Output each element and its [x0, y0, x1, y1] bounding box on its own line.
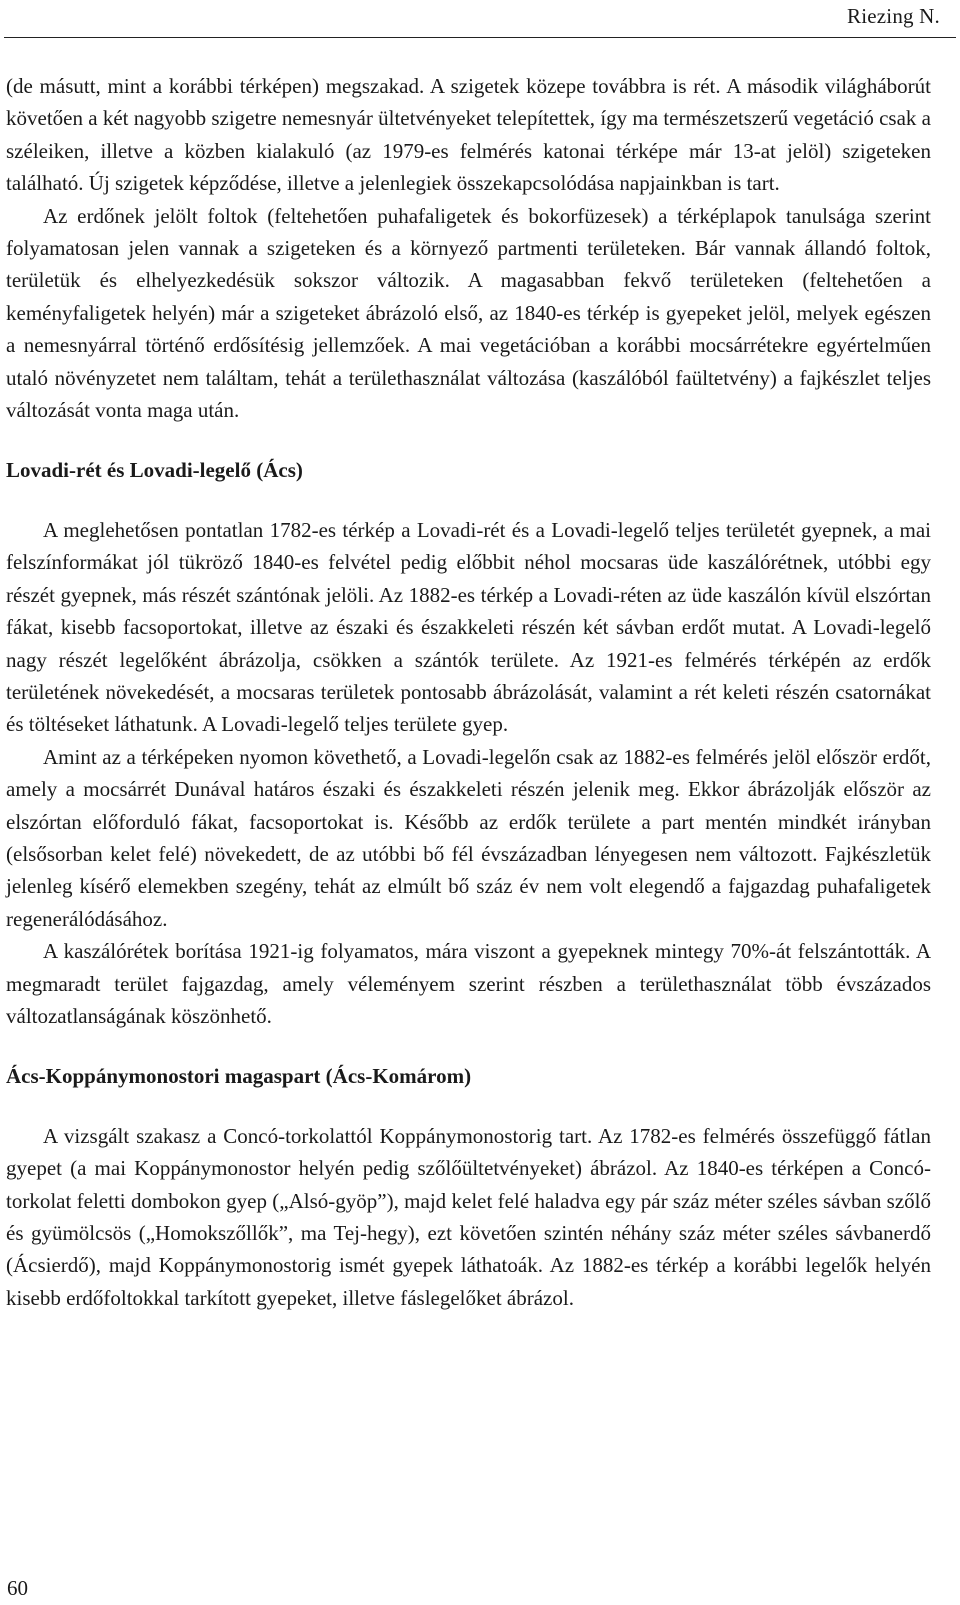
- section-heading: Lovadi-rét és Lovadi-legelő (Ács): [6, 458, 303, 483]
- spacer: [6, 487, 931, 514]
- spacer: [6, 1093, 931, 1120]
- paragraph: A kaszálórétek borítása 1921-ig folyamatos, mára viszont a gyepeknek mintegy 70%-át felszántották. A megmaradt terület fajgazdag, amely véleményem szerint részben a területhasználat több évszázados változatlanságának köszönhető.: [6, 939, 931, 1028]
- paragraph: A vizsgált szakasz a Concó-torkolattól Koppánymonostorig tart. Az 1782-es felmérés összefüggő fátlan gyepet (a mai Koppánymonostor helyén pedig szőlőültetvényeket) ábrázol. Az 1840-es térképen a Concó-torkolat feletti dombokon gyep („Alsó-gyöp”), majd kelet felé haladva egy pár száz méter széles sávban szőlő és gyümölcsös („Homokszőllők”, ma Tej-hegy), ezt követően szintén néhány száz méter széles sávbanerdő (Ácsierdő), majd Koppánymonostorig ismét gyepek láthatoák. Az 1882-es térkép a korábbi legelők helyén kisebb erdőfoltokkal tarkított gyepeket, illetve fáslegelőket ábrázol.: [6, 1123, 931, 1310]
- header-author: Riezing N.: [847, 4, 940, 28]
- paragraph: Amint az a térképeken nyomon követhető, a Lovadi-legelőn csak az 1882-es felmérés jelöl először erdőt, amely a mocsárrét Dunával határos északi és északkeleti részén jelenik meg. Ekkor ábrázolják először az elszórtan előforduló fákat, facsoportokat is. Később az erdők területe a part mentén mindkét irányban (elsősorban kelet felé) növekedett, de az utóbbi bő fél évszázadban lényegesen nem változott. Fajkészletük jelenleg kísérő elemekben szegény, tehát az elmúlt bő száz év nem volt elegendő a fajgazdag puhafaligetek regenerálódásához.: [6, 744, 931, 931]
- page-number: 60: [7, 1576, 28, 1600]
- page-body: [6, 70, 931, 1314]
- section-heading: Ács-Koppánymonostori magaspart (Ács-Komárom): [6, 1064, 472, 1089]
- paragraph: Az erdőnek jelölt foltok (feltehetően puhafaligetek és bokorfüzesek) a térképlapok tanulsága szerint folyamatosan jelen vannak a szigeteken és a környező partmenti területeken. Bár vannak állandó foltok, területük és elhelyezkedésük sokszor változik. A magasabban fekvő területeken (feltehetően a keményfaligetek helyén) már a szigeteket ábrázoló első, az 1840-es térkép is gyepeket jelöl, melyek egészen a nemesnyárral történő erdősítésig jellemzőek. A mai vegetációban a korábbi mocsárrétekre egyértelműen utaló növényzetet nem találtam, tehát a területhasználat változása (kaszálóból faültetvény) a fajkészlet teljes változását vonta maga után.: [6, 203, 931, 423]
- paragraph: A meglehetősen pontatlan 1782-es térkép a Lovadi-rét és a Lovadi-legelő teljes területét gyepnek, a mai felszínformákat jól tükröző 1840-es felvétel pedig előbbit néhol mocsaras üde kaszálórétnek, utóbbi egy részét gyepnek, más részét szántónak jelöli. Az 1882-es térkép a Lovadi-réten az üde kaszálón kívül elszórtan fákat, kisebb facsoportokat, illetve az északi és északkeleti részén két sávban erdőt mutat. A Lovadi-legelő nagy részét legelőként ábrázolja, csökken a szántók területe. Az 1921-es felmérés térképén az erdők területének növekedését, a mocsaras területek pontosabb ábrázolását, valamint a rét keleti részén csatornákat és töltéseket láthatunk. A Lovadi-legelő teljes területe gyep.: [6, 517, 931, 737]
- spacer: [6, 426, 931, 454]
- header-rule: [4, 37, 956, 38]
- spacer: [6, 1032, 931, 1060]
- paragraph: (de másutt, mint a korábbi térképen) megszakad. A szigetek közepe továbbra is rét. A második világháborút követően a két nagyobb szigetre nemesnyár ültetvényeket telepítettek, így ma természetszerű vegetáció csak a széleiken, illetve a közben kialakuló (az 1979-es felmérés katonai térképe már 13-at jelöl) szigeteken található. Új szigetek képződése, illetve a jelenlegiek összekapcsolódása napjainkban is tart.: [6, 74, 931, 196]
